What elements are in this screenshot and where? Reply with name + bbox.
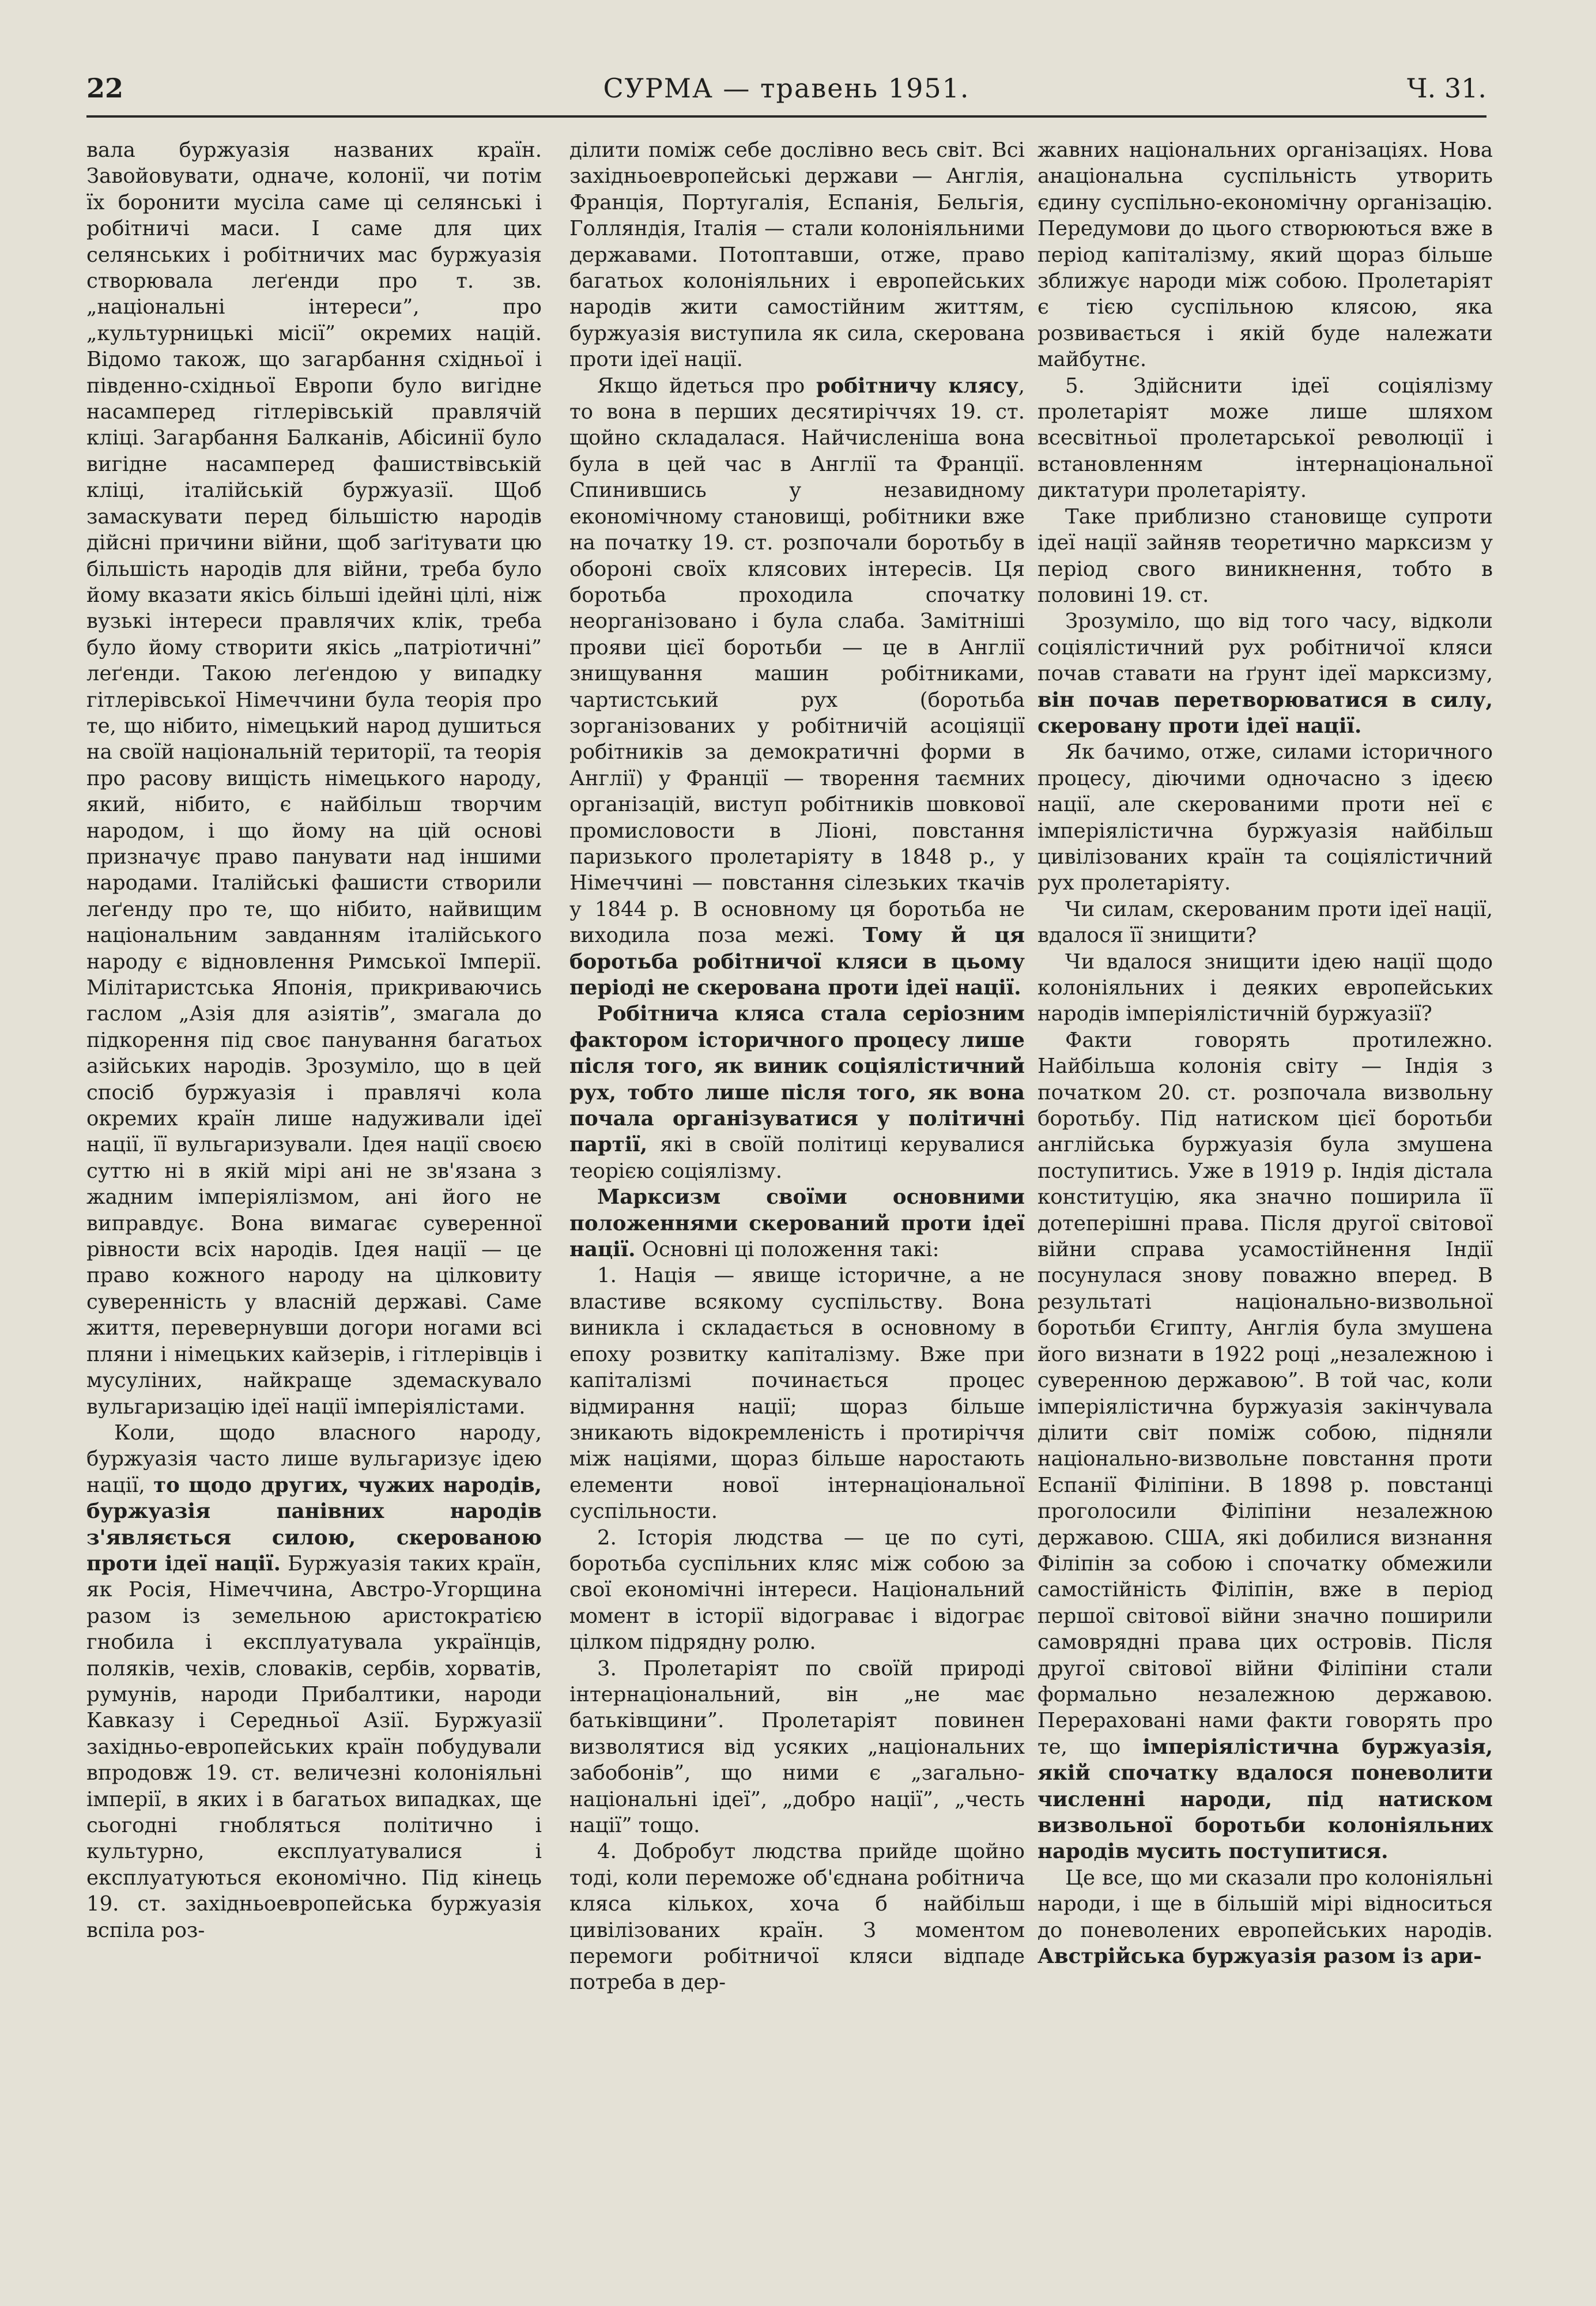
- paragraph: [569, 1838, 1025, 1995]
- text-run: Основні ці положення такі:: [635, 1238, 940, 1262]
- paragraph: [1037, 1865, 1493, 1970]
- paragraph: [1037, 896, 1493, 949]
- paragraph: [569, 1184, 1025, 1263]
- text-run: які в своїй політиці керувалися теорією соціялізму.: [569, 1133, 1025, 1183]
- bold-text-run: Марксизм своїми основними положеннями скерований проти ідеї нації.: [569, 1185, 1025, 1262]
- text-run: Коли, щодо власного народу, буржуазія часто лише вульгаризує ідею нації,: [86, 1420, 542, 1497]
- text-run: Як бачимо, отже, силами історичного процесу, діючими одночасно з ідеєю нації, але скерованими проти неї є імперіялістична буржуазія найбільш цивілізованих країн та соціялістичний рух пролетаріяту.: [1037, 740, 1493, 895]
- paragraph: [569, 1525, 1025, 1656]
- text-run: Зрозуміло, що від того часу, відколи соціялістичний рух робітничої кляси почав ставати на ґрунт ідеї марксизму,: [1037, 609, 1493, 686]
- paragraph: [1037, 1027, 1493, 1865]
- text-run: 4. Добробут людства прийде щойно тоді, коли переможе об'єднана робітнича кляса кількох, хоча б найбільш цивілізованих країн. З моментом перемоги робітничої кляси відпаде потреба в дер-: [569, 1840, 1025, 1995]
- paragraph: [569, 1263, 1025, 1524]
- text-run: Буржуазія таких країн, як Росія, Німеччина, Австро-Угорщина разом із земельною аристократією гнобила і експлуатувала українців, поляків, чехів, словаків, сербів, хорватів, румунів, народи Прибалтики, народи Кавказу і Середньої Азії. Буржуазії західньо-европейських країн побудували впродовж 19. ст. величезні колоніяльні імперії, в яких і в багатьох випадках, ще сьогодні гнобляться політично і культурно, експлуатувалися і експлуатуються економічно. Під кінець 19. ст. західньоевропейська буржуазія вспіла роз-: [86, 1551, 542, 1942]
- text-run: 5. Здійснити ідеї соціялізму пролетаріят може лише шляхом всесвітньої пролетарської революції і встановленням інтернаціональної диктатури пролетаріяту.: [1037, 374, 1493, 503]
- paragraph: [1037, 739, 1493, 896]
- bold-text-run: він почав перетворюватися в силу, скеровану проти ідеї нації.: [1037, 688, 1493, 738]
- issue-number: Ч. 31.: [1407, 73, 1486, 104]
- bold-text-run: то щодо других, чужих народів, буржуазія панівних народів з'являється силою, скерованою проти ідеї нації.: [86, 1473, 542, 1576]
- text-run: 1. Нація — явище історичне, а не властиве всякому суспільству. Вона виникла і складається в основному в епоху розвитку капіталізму. Вже при капіталізмі починається процес відмирання нації; щораз більше зникають відокремленість і протиріччя між націями, щораз більше наростають елементи нової інтернаціональної суспільности.: [569, 1264, 1025, 1524]
- text-run: 2. Історія людства — це по суті, боротьба суспільних кляс між собою за свої економічні інтереси. Національний момент в історії відограває і відограє цілком підрядну ролю.: [569, 1525, 1025, 1655]
- bold-text-run: робітничу клясу: [816, 374, 1018, 398]
- text-run: , то вона в перших десятиріччях 19. ст. щойно складалася. Найчисленіша вона була в цей час в Англії та Франції. Спинившись у незавидному економічному становищі, робітники вже на початку 19. ст. розпочали боротьбу в обороні своїх клясових інтересів. Ця боротьба проходила спочатку неорганізовано і була слаба. Замітніші прояви цієї боротьби — це в Англії знищування машин робітниками, чартистський рух (боротьба зорганізованих у робітничій асоціяції робітників за демократичні форми в Англії) у Франції — творення таємних організацій, виступ робітників шовкової промисловости в Ліоні, повстання паризького пролетаріяту в 1848 р., у Німеччині — повстання сілезьких ткачів у 1844 р. В основному ця боротьба не виходила поза межі.: [569, 374, 1025, 948]
- paragraph: [569, 137, 1025, 373]
- paragraph: [1037, 137, 1493, 373]
- text-run: Якщо йдеться про: [597, 374, 816, 398]
- page-number: 22: [86, 73, 124, 104]
- page-header: [86, 68, 1486, 114]
- header-rule: [86, 115, 1486, 118]
- bold-text-run: Робітнича кляса стала серіозним фактором історичного процесу лише після того, як виник соціялістичний рух, тобто лише після того, як вона почала організуватися у політичні партії,: [569, 1002, 1025, 1157]
- paragraph: [1037, 949, 1493, 1027]
- text-run: Чи вдалося знищити ідею нації щодо колоніяльних і деяких европейських народів імперіялістичній буржуазії?: [1037, 949, 1493, 1026]
- text-column-1: [86, 137, 542, 1943]
- text-column-2: [569, 137, 1025, 1996]
- text-run: Таке приблизно становище супроти ідеї нації зайняв теоретично марксизм у період свого виникнення, тобто в половині 19. ст.: [1037, 504, 1493, 607]
- bold-text-run: імперіялістична буржуазія, якій спочатку вдалося поневолити численні народи, під натиском визвольної боротьби колоніяльних народів мусить поступитися.: [1037, 1735, 1493, 1864]
- paragraph: [569, 1656, 1025, 1839]
- paragraph: [569, 373, 1025, 1001]
- text-run: вала буржуазія названих країн. Завойовувати, одначе, колонії, чи потім їх боронити мусіла саме ці селянські і робітничі маси. І саме для цих селянських і робітничих мас буржуазія створювала леґенди про т. зв. „національні інтереси”, про „культурницькі місії” окремих націй. Відомо також, що загарбання східньої і південно-східньої Европи було вигідне насамперед гітлерівській правлячій кліці. Загарбання Балканів, Абісинії було вигідне насамперед фашиствівській кліці, італійській буржуазії. Щоб замаскувати перед більшістю народів дійсні причини війни, щоб заґітувати цю більшість народів для війни, треба було йому вказати якісь більші ідейні цілі, ніж вузькі інтереси правлячих клік, треба було йому створити якісь „патріотичні” леґенди. Такою леґендою у випадку гітлерівської Німеччини була теорія про те, що нібито, німецький народ душиться на своїй національній території, та теорія про расову вищість німецького народу, який, нібито, є найбільш творчим народом, і що йому на цій основі призначує право панувати над іншими народами. Італійські фашисти створили леґенду про те, що нібито, найвищим національним завданням італійського народу є відновлення Римської Імперії. Мілітаристська Японія, прикриваючись гаслом „Азія для азіятів”, змагала до підкорення під своє панування багатьох азійських народів. Зрозуміло, що в цей спосіб буржуазія і правлячі кола окремих країн лише надуживали ідеї нації, її вульгаризували. Ідея нації своєю суттю ні в якій мірі ані не зв'язана з жадним імперіялізмом, ані його не виправдує. Вона вимагає суверенної рівности всіх народів. Ідея нації — це право кожного народу на цілковиту суверенність у власній державі. Саме життя, перевернувши догори ногами всі пляни і німецьких кайзерів, і гітлерівців і мусуліних, найкраще здемаскувало вульгаризацію ідеї нації імперіялістами.: [86, 138, 542, 1419]
- text-run: жавних національних організаціях. Нова анаціональна суспільність утворить єдину суспільно-економічну організацію. Передумови до цього створюються вже в період капіталізму, який щораз більше зближує народи між собою. Пролетаріят є тією суспільною клясою, яка розвивається і якій буде належати майбутнє.: [1037, 138, 1493, 372]
- paragraph: [86, 137, 542, 1420]
- paragraph: [1037, 373, 1493, 504]
- paragraph: [86, 1420, 542, 1943]
- paragraph: [1037, 608, 1493, 739]
- text-run: Чи силам, скерованим проти ідеї нації, вдалося її знищити?: [1037, 897, 1493, 948]
- publication-title: СУРМА — травень 1951.: [603, 73, 970, 104]
- paragraph: [1037, 504, 1493, 609]
- text-run: ділити поміж себе дослівно весь світ. Всі західньоевропейські держави — Англія, Франція, Португалія, Еспанія, Бельгія, Голляндія, Італія — стали колоніяльними державами. Потоптавши, отже, право багатьох колоніяльних і европейських народів жити самостійним життям, буржуазія виступила як сила, скерована проти ідеї нації.: [569, 138, 1025, 372]
- text-run: Це все, що ми сказали про колоніяльні народи, і ще в більшій мірі відноситься до поневолених европейських народів.: [1037, 1866, 1493, 1942]
- bold-text-run: Австрійська буржуазія разом із ари-: [1037, 1945, 1482, 1969]
- text-run: Факти говорять протилежно. Найбільша колонія світу — Індія з початком 20. ст. розпочала визвольну боротьбу. Під натиском цієї боротьби англійська буржуазія була змушена поступитись. Уже в 1919 р. Індія дістала конституцію, яка значно поширила її дотеперішні права. Після другої світової війни справа усамостійнення Індії посунулася знову поважно вперед. В результаті національно-визвольної боротьби Єгипту, Англія була змушена його визнати в 1922 році „незалежною і суверенною державою”. В той час, коли імперіялістична буржуазія закінчувала ділити світ поміж собою, підняли національно-визвольне повстання проти Еспанії Філіпіни. В 1898 р. повстанці проголосили Філіпіни незалежною державою. США, які добилися визнання Філіпін за собою і спочатку обмежили самостійність Філіпін, вже в період першої світової війни значно поширили самоврядні права цих островів. Після другої світової війни Філіпіни стали формально незалежною державою. Перераховані нами факти говорять про те, що: [1037, 1028, 1493, 1759]
- bold-text-run: Тому й ця боротьба робітничої кляси в цьому періоді не скерована проти ідеї нації.: [569, 924, 1025, 1000]
- paragraph: [569, 1001, 1025, 1184]
- text-column-3: [1037, 137, 1493, 1969]
- text-run: 3. Пролетаріят по своїй природі інтернаціональний, він „не має батьківщини”. Пролетаріят повинен визволятися від усяких „національних забобонів”, що ними є „загально-національні ідеї”, „добро нації”, „честь нації” тощо.: [569, 1656, 1025, 1837]
